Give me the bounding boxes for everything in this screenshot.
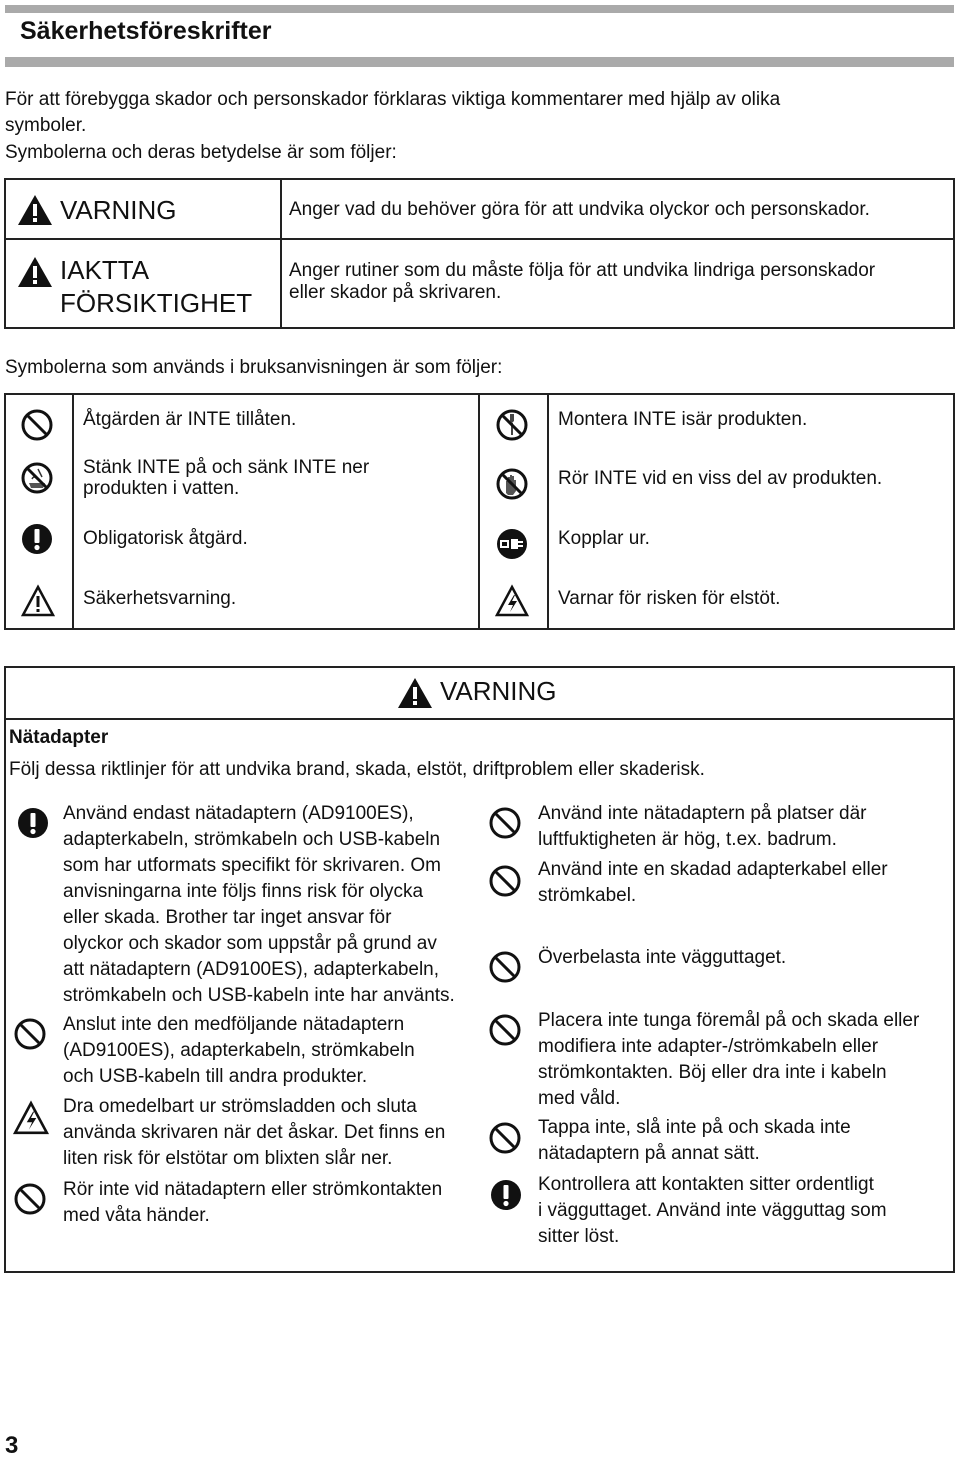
warning-right-item-1: Använd inte nätadaptern på platser där luftfuktigheten är hög, t.ex. badrum. bbox=[538, 803, 867, 850]
warning-left-item-4: Rör inte vid nätadaptern eller strömkontakten med våta händer. bbox=[63, 1179, 443, 1226]
level-caution-label-2: FÖRSIKTIGHET bbox=[60, 288, 253, 318]
symbol-prohibited-text: Åtgärden är INTE tillåten. bbox=[83, 409, 297, 430]
header-bottom-band bbox=[5, 57, 954, 67]
no-water-icon bbox=[20, 461, 54, 495]
no-touch-icon bbox=[495, 467, 529, 501]
mandatory-icon bbox=[16, 806, 50, 840]
level-varning-desc: Anger vad du behöver göra för att undvika olyckor och personskador. bbox=[289, 199, 870, 220]
symbol-caution-text: Säkerhetsvarning. bbox=[83, 588, 237, 609]
warning-left-item-2: Anslut inte den medföljande nätadaptern (AD9100ES), adapterkabeln, strömkabeln och USB-kabeln till andra produkter. bbox=[63, 1014, 415, 1087]
symbol-mandatory-text: Obligatorisk åtgärd. bbox=[83, 528, 248, 549]
prohibited-icon bbox=[488, 806, 522, 840]
symbols-heading: Symbolerna som används i bruksanvisningen är som följer: bbox=[5, 357, 503, 378]
warning-triangle-icon bbox=[396, 676, 434, 710]
symbol-electric-shock-text: Varnar för risken för elstöt. bbox=[558, 588, 781, 609]
page-number: 3 bbox=[5, 1432, 19, 1459]
warning-right-item-2: Använd inte en skadad adapterkabel eller strömkabel. bbox=[538, 859, 888, 906]
warning-left-item-3: Dra omedelbart ur strömsladden och sluta använda skrivaren när det åskar. Det finns en liten risk för elstötar om blixten slår ner. bbox=[63, 1096, 446, 1169]
warning-subheading: Nätadapter bbox=[9, 727, 109, 748]
level-varning-label: VARNING bbox=[60, 195, 177, 225]
no-disassembly-icon bbox=[495, 408, 529, 442]
warning-right-item-4: Placera inte tunga föremål på och skada eller modifiera inte adapter-/strömkabeln eller strömkontakten. Böj eller dra inte i kabeln med våld. bbox=[538, 1010, 920, 1109]
symbol-no-water-text-2: produkten i vatten. bbox=[83, 478, 240, 499]
mandatory-icon bbox=[20, 522, 54, 556]
prohibited-icon bbox=[13, 1182, 47, 1216]
prohibited-icon bbox=[20, 408, 54, 442]
warning-section-heading: VARNING bbox=[440, 676, 557, 706]
caution-triangle-icon bbox=[20, 584, 56, 618]
symbol-no-disassembly-text: Montera INTE isär produkten. bbox=[558, 409, 808, 430]
intro-line-2: symboler. bbox=[5, 115, 87, 136]
intro-line-3: Symbolerna och deras betydelse är som följer: bbox=[5, 142, 397, 163]
prohibited-icon bbox=[488, 1013, 522, 1047]
symbol-no-water-text-1: Stänk INTE på och sänk INTE ner bbox=[83, 457, 370, 478]
mandatory-icon bbox=[489, 1178, 523, 1212]
symbol-no-touch-text: Rör INTE vid en viss del av produkten. bbox=[558, 468, 883, 489]
electric-shock-icon bbox=[494, 584, 530, 618]
prohibited-icon bbox=[488, 1121, 522, 1155]
prohibited-icon bbox=[488, 950, 522, 984]
level-caution-desc-2: eller skador på skrivaren. bbox=[289, 282, 502, 303]
warning-triangle-icon bbox=[16, 193, 54, 227]
level-caution-desc-1: Anger rutiner som du måste följa för att undvika lindriga personskador bbox=[289, 260, 876, 281]
unplug-icon bbox=[495, 527, 529, 561]
symbol-unplug-text: Kopplar ur. bbox=[558, 528, 650, 549]
intro-line-1: För att förebygga skador och personskador förklaras viktiga kommentarer med hjälp av olika bbox=[5, 89, 781, 110]
warning-left-item-1: Använd endast nätadaptern (AD9100ES), adapterkabeln, strömkabeln och USB-kabeln som har utformats specifikt för skrivaren. Om anvisningarna inte följs finns risk för olycka eller skada. Brother tar inget ansvar för olyckor och skador som uppstår på grund av att nätadaptern (AD9100ES), adapterkabeln, strömkabeln och USB-kabeln inte har använts. bbox=[63, 803, 455, 1006]
electric-shock-icon bbox=[12, 1100, 50, 1136]
page-title: Säkerhetsföreskrifter bbox=[20, 17, 272, 45]
warning-right-item-5: Tappa inte, slå inte på och skada inte nätadaptern på annat sätt. bbox=[538, 1117, 851, 1164]
warning-lead: Följ dessa riktlinjer för att undvika brand, skada, elstöt, driftproblem eller skaderisk. bbox=[9, 759, 705, 780]
warning-right-item-3: Överbelasta inte vägguttaget. bbox=[538, 947, 787, 968]
level-caution-label-1: IAKTTA bbox=[60, 255, 150, 285]
warning-right-item-6: Kontrollera att kontakten sitter ordentligt i vägguttaget. Använd inte vägguttag som sitter löst. bbox=[538, 1174, 887, 1247]
prohibited-icon bbox=[488, 864, 522, 898]
header-top-band bbox=[5, 5, 954, 13]
prohibited-icon bbox=[13, 1017, 47, 1051]
warning-triangle-icon bbox=[16, 255, 54, 289]
